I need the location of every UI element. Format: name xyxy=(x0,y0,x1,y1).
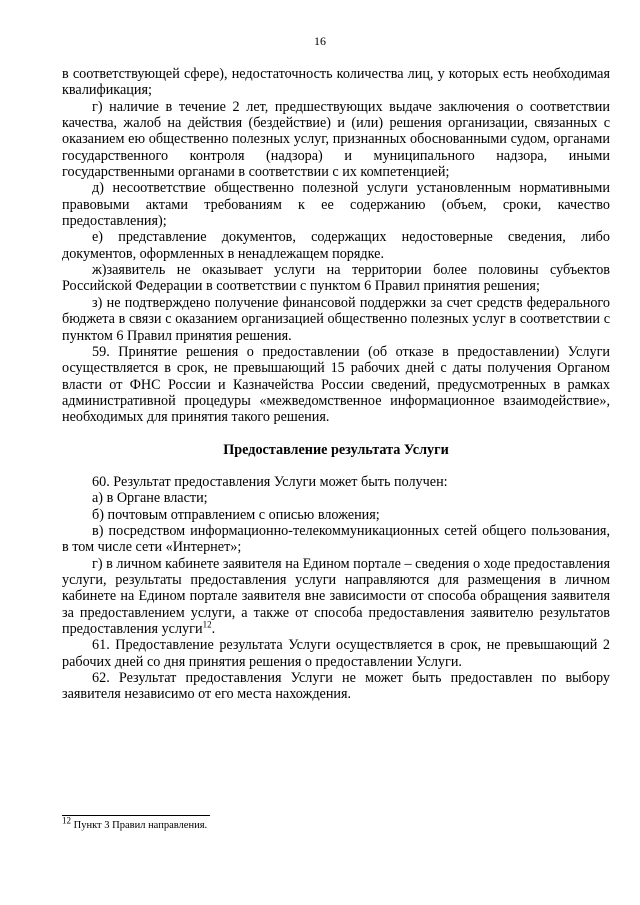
paragraph-item-z: з) не подтверждено получение финансовой поддержки за счет средств федерального бюджета в связи с оказанием организацией общественно полезных услуг в соответствии с пунктом 6 Правил принятия решения. xyxy=(62,294,610,344)
paragraph-item-zh: ж)заявитель не оказывает услуги на территории более половины субъектов Российской Федерации в соответствии с пунктом 6 Правил принятия решения; xyxy=(62,262,610,295)
paragraph-continuation: в соответствующей сфере), недостаточность количества лиц, у которых есть необходимая квалификация; xyxy=(62,66,610,99)
paragraph-60-v: в) посредством информационно-телекоммуникационных сетей общего пользования, в том числе сети «Интернет»; xyxy=(62,522,610,556)
footnote-ref[interactable]: 12 xyxy=(202,619,212,630)
footnote-divider xyxy=(62,815,210,816)
paragraph-60-g-text: г) в личном кабинете заявителя на Едином портале – сведения о ходе предоставления услуги, результаты предоставления услуги направляются для размещения в личном кабинете на Едином портале заявителя вне зависимости от способа обращения заявителя за предоставлением услуги, а также от способа предоставления заявителю результатов предоставления услуги xyxy=(62,555,610,637)
paragraph-61: 61. Предоставление результата Услуги осуществляется в срок, не превышающий 2 рабочих дней со дня принятия решения о предоставлении Услуги. xyxy=(62,637,610,670)
paragraph-60: 60. Результат предоставления Услуги может быть получен: xyxy=(92,473,448,490)
paragraph-60-g xyxy=(62,556,610,638)
footnote-marker: 12 xyxy=(62,815,71,826)
paragraph-60-a: а) в Органе власти; xyxy=(92,490,208,507)
paragraph-62: 62. Результат предоставления Услуги не может быть предоставлен по выбору заявителя независимо от его места нахождения. xyxy=(62,670,610,703)
paragraph-59: 59. Принятие решения о предоставлении (об отказе в предоставлении) Услуги осуществляется в срок, не превышающий 15 рабочих дней с даты получения Органом власти от ФНС России и Казначейства России сведений, предусмотренных в рамках административной процедуры «межведомственное информационное взаимодействие», необходимых для принятия такого решения. xyxy=(62,343,610,426)
paragraph-item-d: д) несоответствие общественно полезной услуги установленным нормативными правовыми актами требованиям к ее содержанию (объем, сроки, качество предоставления); xyxy=(62,180,610,230)
page-number: 16 xyxy=(314,34,326,48)
paragraph-60-g-tail: . xyxy=(211,621,216,637)
section-heading: Предоставление результата Услуги xyxy=(223,441,449,458)
footnote-text: Пункт 3 Правил направления. xyxy=(71,820,208,831)
footnote xyxy=(62,815,610,832)
paragraph-60-b: б) почтовым отправлением с описью вложения; xyxy=(92,506,380,523)
document-body xyxy=(62,66,610,703)
paragraph-item-g: г) наличие в течение 2 лет, предшествующих выдаче заключения о соответствии качества, жалоб на действия (бездействие) и (или) решения организации, связанных с оказанием ею общественно полезных услуг, признанных обоснованными судом, органами государственного контроля (надзора) и муниципального надзора, иными государственными органами в соответствии с их компетенцией; xyxy=(62,98,610,181)
paragraph-item-e: е) представление документов, содержащих недостоверные сведения, либо документов, оформленных в ненадлежащем порядке. xyxy=(62,229,610,262)
